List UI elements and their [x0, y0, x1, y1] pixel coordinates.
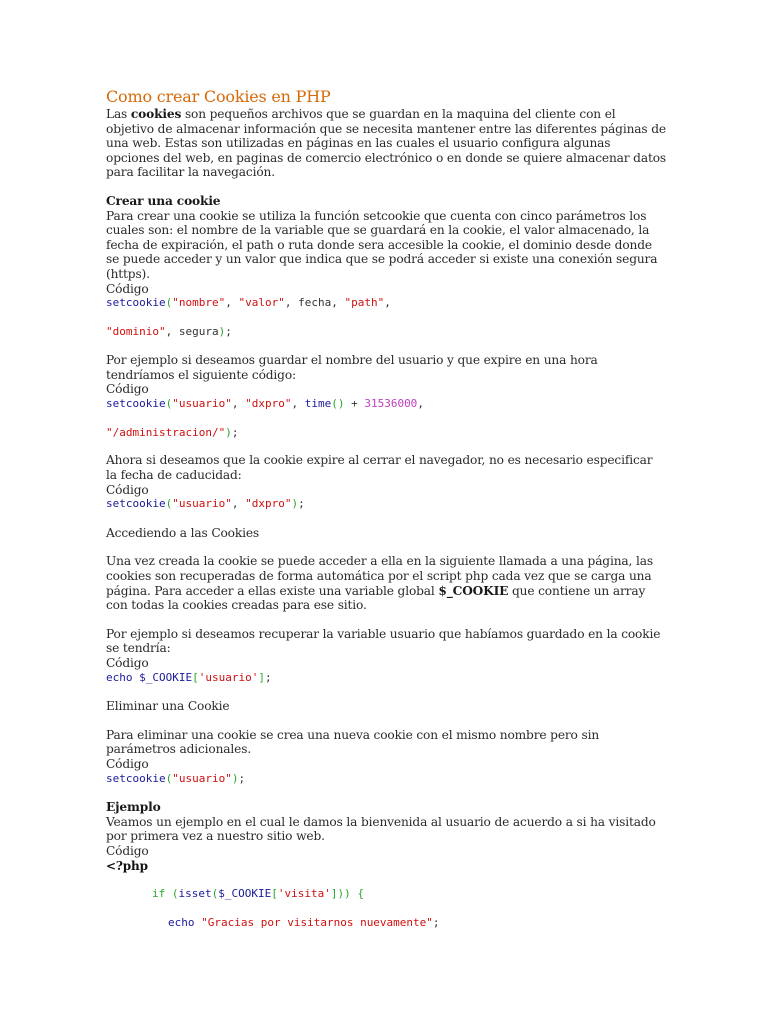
acceder-paragraph-2: Por ejemplo si deseamos recuperar la variable usuario que habíamos guardado en la cookie se tendría:	[106, 626, 661, 656]
code-function: setcookie	[106, 296, 166, 310]
code-label: Código	[106, 482, 149, 497]
code-string: "path"	[344, 296, 385, 310]
code-number: 31536000	[364, 396, 418, 410]
page-title: Como crear Cookies en PHP	[106, 87, 331, 106]
code-label: Código	[106, 382, 149, 397]
code-block-setcookie-full: setcookie("nombre", "valor", fecha, "path", "dominio", segura);	[106, 296, 391, 339]
code-label: Código	[106, 756, 149, 771]
intro-pre: Las	[106, 107, 131, 121]
code-function: setcookie	[106, 771, 166, 785]
code-line-echo: echo "Gracias por visitarnos nuevamente";	[168, 915, 440, 929]
acceder-paragraph	[106, 554, 666, 612]
code-string: "usuario"	[172, 497, 232, 511]
code-line-if: if (isset($_COOKIE['visita'])) {	[152, 887, 364, 901]
code-string: "dxpro"	[245, 497, 292, 511]
ejemplo1-paragraph: Por ejemplo si deseamos guardar el nombre del usuario y que expire en una hora tendríamos el siguiente código:	[106, 352, 598, 382]
ejemplo-paragraph: Veamos un ejemplo en el cual le damos la bienvenida al usuario de acuerdo a si ha visitado por primera vez a nuestro sitio web.	[106, 814, 656, 844]
code-string: "usuario"	[172, 771, 232, 785]
code-string: "usuario"	[172, 396, 232, 410]
code-string: "dxpro"	[245, 396, 292, 410]
acceder-bold-term: $_COOKIE	[438, 583, 509, 598]
code-label: Código	[106, 843, 149, 858]
code-string: "Gracias por visitarnos nuevamente"	[201, 915, 433, 929]
code-function: time	[304, 396, 332, 410]
code-string: "valor"	[238, 296, 285, 310]
ejemplo2-paragraph: Ahora si deseamos que la cookie expire al cerrar el navegador, no es necesario especificar la fecha de caducidad:	[106, 453, 653, 483]
code-string: "dominio"	[106, 325, 166, 339]
section-heading-crear: Crear una cookie	[106, 193, 221, 208]
code-label: Código	[106, 656, 149, 670]
intro-post: son pequeños archivos que se guardan en la maquina del cliente con el objetivo de almacenar información que se necesita mantener entre las diferentes páginas de una web. Estas son utilizadas en páginas en las cuales el usuario configura algunas opciones del web, en paginas de comercio electrónico o en donde se quiere almacenar datos para facilitar la navegación.	[106, 107, 666, 180]
php-open-tag: <?php	[106, 858, 148, 873]
code-variable: $_COOKIE	[218, 887, 272, 901]
code-arg: segura	[178, 325, 219, 339]
intro-bold-term: cookies	[130, 107, 182, 121]
code-block-setcookie-time: setcookie("usuario", "dxpro", time() + 31536000, "/administracion/");	[106, 396, 424, 439]
eliminar-paragraph: Para eliminar una cookie se crea una nueva cookie con el mismo nombre pero sin parámetros adicionales.	[106, 727, 600, 757]
code-function: isset	[178, 887, 212, 901]
code-label: Código	[106, 281, 149, 296]
code-string: "/administracion/"	[106, 425, 226, 439]
acceder-pre: Una vez creada la cookie se puede acceder a ella en la siguiente llamada a una página, las cookies son recuperadas de forma automática por el script php cada vez que se carga una página. Para acceder a ellas existe una variable global	[106, 554, 653, 598]
code-string: "nombre"	[172, 296, 226, 310]
code-keyword: echo	[106, 670, 133, 684]
section-heading-eliminar: Eliminar una Cookie	[106, 699, 230, 714]
code-function: setcookie	[106, 396, 166, 410]
section-heading-acceder: Accediendo a las Cookies	[106, 525, 260, 540]
code-block-setcookie-delete: setcookie("usuario");	[106, 771, 246, 785]
acceder-post: que contiene un array con todas la cookies creadas para ese sitio.	[106, 583, 646, 613]
code-variable: $_COOKIE	[139, 670, 193, 684]
code-block-setcookie-session: setcookie("usuario", "dxpro");	[106, 497, 305, 511]
code-arg: fecha	[298, 296, 332, 310]
section-heading-ejemplo: Ejemplo	[106, 800, 161, 815]
crear-paragraph: Para crear una cookie se utiliza la función setcookie que cuenta con cinco parámetros los cuales son: el nombre de la variable que se guardará en la cookie, el valor almacenado, la fecha de expiración, el path o ruta donde sera accesible la cookie, el dominio desde donde se puede acceder y un valor que indica que se podrá acceder si existe una conexión segura (https).	[106, 208, 658, 281]
code-keyword: if	[152, 887, 166, 901]
code-keyword: echo	[168, 915, 195, 929]
code-string: 'visita'	[277, 887, 331, 901]
code-function: setcookie	[106, 497, 166, 511]
code-block-example	[106, 859, 666, 931]
document-page	[106, 88, 666, 930]
code-block-echo-cookie: echo $_COOKIE['usuario'];	[106, 670, 272, 684]
intro-paragraph	[106, 107, 666, 180]
code-string: 'usuario'	[198, 670, 259, 684]
